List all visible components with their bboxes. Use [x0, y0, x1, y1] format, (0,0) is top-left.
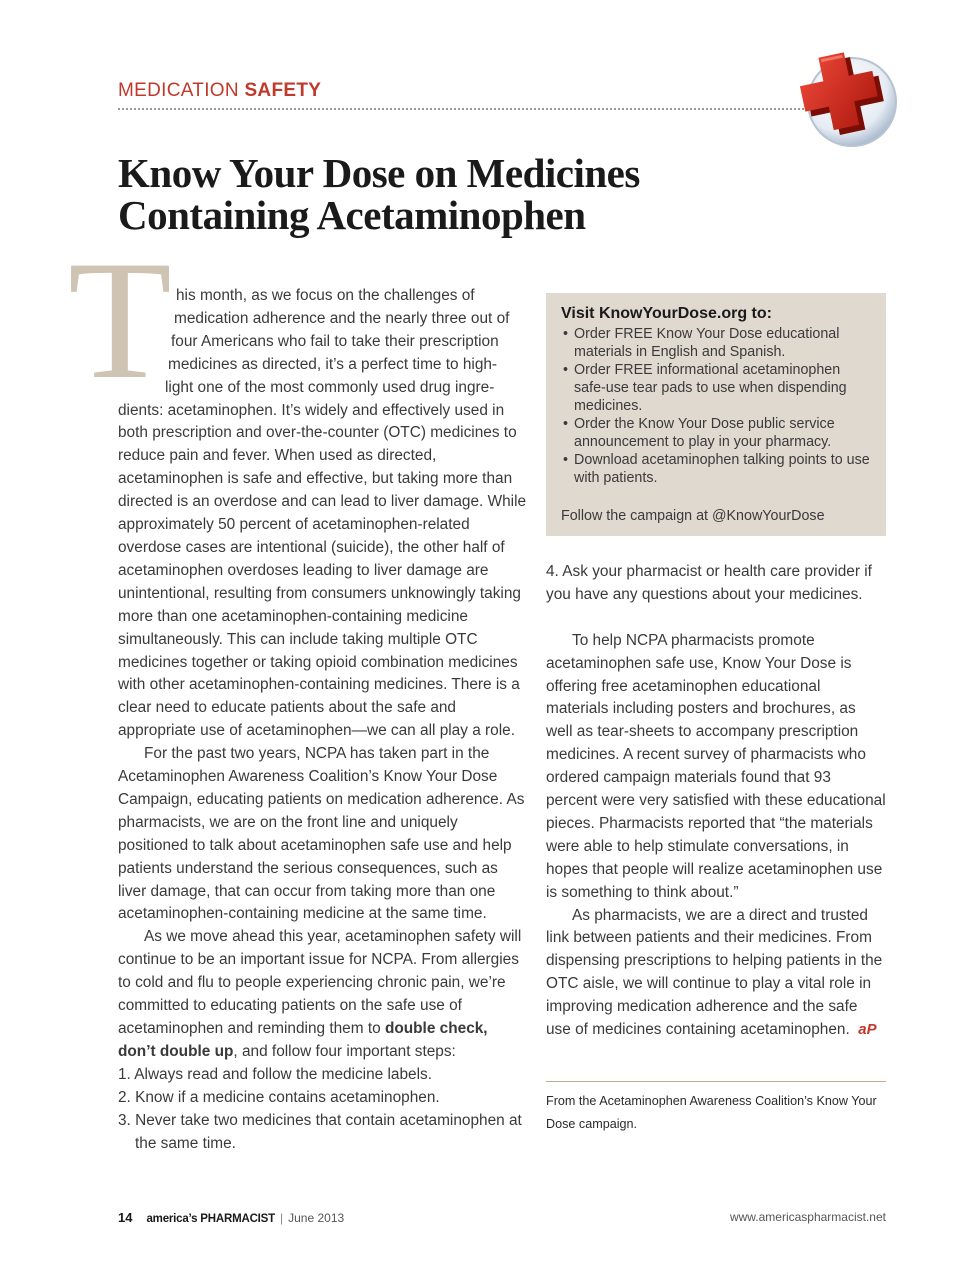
- page-number: 14: [118, 1210, 133, 1225]
- callout-item: • Download acetaminophen talking points to use with patients.: [563, 452, 870, 486]
- step-item: 1. Always read and follow the medicine labels.: [118, 1065, 432, 1083]
- paragraph: As we move ahead this year, acetaminophen safety will continue to be an important issue for NCPA. From allergies to cold and flu to people experiencing chronic pain, we’re committed to educating patients on the safe use of acetaminophen and reminding them to double check, don’t double up, and follow four important steps:: [118, 928, 522, 1060]
- callout-item: • Order FREE informational acetaminophen safe-use tear pads to use when dispending medicines.: [563, 362, 847, 414]
- intro-paragraph: dients: acetaminophen. It’s widely and effectively used in both prescription and over-the-counter (OTC) medicines to reduce pain and fever. When used as directed, acetaminophen is safe and effective, but taking more than directed is an overdose and can lead to liver damage. While approximately 50 percent of acetaminophen-related overdose cases are intentional (suicide), the other half of acetaminophen overdoses leading to liver damage are unintentional, resulting from consumers unknowingly taking more than one acetaminophen-containing medicine simultaneously. This can include taking multiple OTC medicines together or taking opioid combination medicines with other acetaminophen-containing medicines. There is a clear need to educate patients about the safe and appropriate use of acetaminophen—we can all play a role.: [118, 401, 527, 740]
- steps-list: [118, 1064, 528, 1156]
- paragraph: To help NCPA pharmacists promote acetaminophen safe use, Know Your Dose is offering free acetaminophen educational materials including posters and brochures, as well as tear-sheets to accompany prescription medicines. A recent survey of pharmacists who ordered campaign materials found that 93 percent were very satisfied with these educational pieces. Pharmacists reported that “the materials were able to help stimulate conversations, in hopes that people will realize acetaminophen use is something to think about.”: [546, 631, 886, 901]
- emphasis-text: double check, don’t double up: [118, 1020, 488, 1060]
- bullet-icon: •: [563, 362, 569, 378]
- paragraph: For the past two years, NCPA has taken part in the Acetaminophen Awareness Coalition’s Know Your Dose Campaign, educating patients on medication adherence. As pharmacists, we are on the front line and uniquely positioned to talk about acetaminophen safe use and help patients understand the serious consequences, such as liver damage, that can occur from taking more than one acetaminophen-containing medicine at the same time.: [118, 745, 525, 923]
- callout-heading: Visit KnowYourDose.org to:: [561, 305, 772, 322]
- intro-line: four Americans who fail to take their prescription: [171, 332, 499, 350]
- callout-list: [561, 325, 872, 487]
- intro-line: medicines as directed, it’s a perfect time to high-: [168, 355, 498, 373]
- footer-left: [118, 1210, 344, 1225]
- paragraph: As pharmacists, we are a direct and trusted link between patients and their medicines. From dispensing prescriptions to helping patients in the OTC aisle, we will continue to play a vital role in improving medication adherence and the safe use of medicines containing acetaminophen. aP: [546, 906, 883, 1039]
- source-divider: [546, 1081, 886, 1082]
- drop-cap: T: [68, 226, 172, 414]
- callout-item: • Order FREE Know Your Dose educational materials in English and Spanish.: [563, 326, 840, 360]
- bullet-icon: •: [563, 416, 569, 432]
- issue-date: June 2013: [288, 1211, 345, 1225]
- step-item: 4. Ask your pharmacist or health care provider if you have any questions about your medicines.: [546, 563, 872, 603]
- callout-follow: Follow the campaign at @KnowYourDose: [561, 508, 825, 524]
- callout-box: [546, 293, 886, 536]
- step-item: 3. Never take two medicines that contain acetaminophen at the same time.: [118, 1111, 522, 1152]
- section-label-light: MEDICATION: [118, 80, 245, 101]
- intro-line: his month, as we focus on the challenges of: [176, 287, 475, 304]
- medical-cross-icon: [790, 40, 902, 152]
- footer-separator: |: [279, 1211, 284, 1225]
- bullet-icon: •: [563, 326, 569, 342]
- end-mark-icon: aP: [858, 1021, 877, 1039]
- header-dotted-rule: [118, 108, 808, 110]
- magazine-name: america’s PHARMACIST: [146, 1213, 275, 1225]
- source-note: From the Acetaminophen Awareness Coalition’s Know Your Dose campaign.: [546, 1094, 877, 1131]
- website-url: www.americaspharmacist.net: [729, 1210, 886, 1224]
- section-label-bold: SAFETY: [244, 80, 322, 101]
- bullet-icon: •: [563, 452, 569, 468]
- left-column: [118, 285, 528, 1155]
- section-label: [118, 80, 321, 102]
- intro-line: light one of the most commonly used drug ingre-: [165, 378, 495, 396]
- right-column: [546, 561, 886, 1042]
- article-title: Know Your Dose on Medicines Containing Acetaminophen: [118, 150, 640, 238]
- step-item: 2. Know if a medicine contains acetaminophen.: [118, 1088, 440, 1106]
- intro-line: medication adherence and the nearly three out of: [174, 309, 510, 327]
- callout-item: • Order the Know Your Dose public service announcement to play in your pharmacy.: [563, 416, 835, 450]
